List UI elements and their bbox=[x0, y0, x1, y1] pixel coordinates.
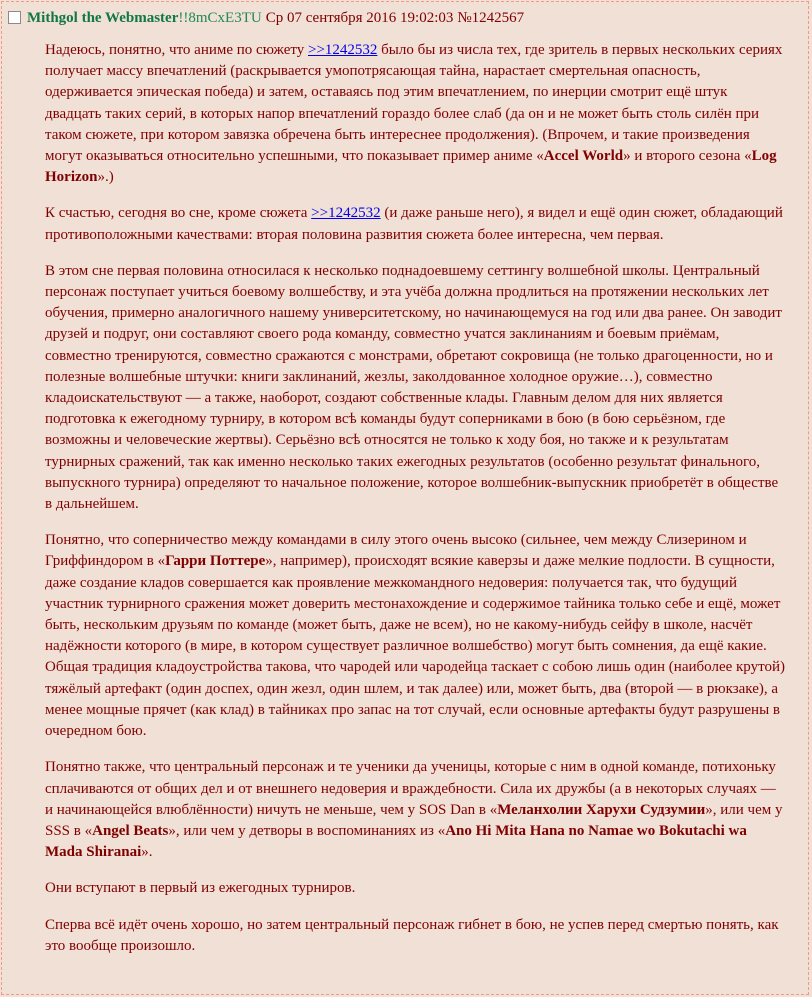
text-span: Понятно, что соперничество между командами в силу этого очень высоко (сильнее, чем между Слизерином и Гриффиндором в « bbox=[45, 532, 747, 570]
text-span: было бы из числа тех, где зритель в первых нескольких сериях получает массу впечатлений (раскрывается умопотрясающая тайна, нарастает смертельная опасность, одерживается эпическая победа) и затем, оставаясь под этим впечатлением, по инерции смотрит ещё штук двадцать таких серий, в которых напор впечатлений гораздо более слаб (да он и не может быть столь силён при таком сюжете, при котором завязка обречена быть интереснее продолжения). (Впрочем, и такие произведения могут оказываться относительно успешными, что показывает пример аниме « bbox=[45, 42, 783, 165]
text-span: (и даже раньше него), я видел и ещё один сюжет, обладающий противоположными качествами: вторая половина развития сюжета более интересна, чем первая. bbox=[45, 205, 783, 243]
bold-title: Accel World bbox=[543, 148, 624, 165]
post-paragraph-7: Сперва всё идёт очень хорошо, но затем центральный персонаж гибнет в бою, не успев перед смертью понять, как это вообще произошло. bbox=[45, 916, 779, 954]
text-span: К счастью, сегодня во сне, кроме сюжета bbox=[45, 205, 312, 222]
text-span: » и второго сезона « bbox=[623, 148, 752, 165]
post-paragraph-6: Они вступают в первый из ежегодных турниров. bbox=[45, 880, 356, 897]
post-tripcode: !!8mCxE3TU bbox=[178, 10, 262, 26]
bold-title: Angel Beats bbox=[92, 822, 169, 839]
post-reply-link[interactable]: >>1242532 bbox=[307, 42, 378, 58]
post-paragraph-3: В этом сне первая половина относилася к несколько поднадоевшему сеттингу волшебной школы. Центральный персонаж поступает учиться боевому волшебству, и эта учёба должна продлиться на протяжении нескольких лет обучения, примерно аналогичного нашему университетскому, но начинающемуся на год или два ранее. Он заводит друзей и подруг, они составляют своего рода команду, совместно учатся заклинаниям и боевым приёмам, совместно тренируются, совместно сражаются с монстрами, обретают сокровища (не только драгоценности, но и полезные волшебные штучки: книги заклинаний, жезлы, заколдованное холодное оружие…), совместно кладоискательствуют — а также, наоборот, создают собственные клады. Главным делом для них является подготовка к ежегодному турниру, в котором всѣ команды будут соперниками в бою (в бою серьёзном, где возможны и человеческие жертвы). Серьёзно всѣ относятся не только к ходу боя, но также и к результатам турнирных сражений, так как именно несколько таких ежегодных результатов (особенно результат финального, выпускного турнира) определяют то начальное положение, которое волшебник-выпускник приобретёт в обществе в дальнейшем. bbox=[45, 262, 782, 513]
post-reply-link[interactable]: >>1242532 bbox=[311, 205, 381, 222]
post-body bbox=[45, 40, 785, 972]
post-number-link[interactable]: №1242567 bbox=[457, 10, 525, 26]
post-select-checkbox[interactable] bbox=[8, 11, 21, 24]
post-header bbox=[8, 8, 524, 28]
bold-title: Ano Hi Mita Hana no Namae wo Bokutachi wa Mada Shiranai bbox=[45, 822, 747, 861]
text-span: », или чем у SSS в « bbox=[45, 801, 783, 839]
post-author-name: Mithgol the Webmaster bbox=[27, 10, 179, 26]
post-paragraph-5 bbox=[45, 757, 785, 863]
text-span: ». bbox=[141, 844, 153, 861]
post-paragraph-1 bbox=[45, 40, 785, 188]
post-paragraph-4 bbox=[45, 530, 785, 742]
post-paragraph-2 bbox=[45, 203, 785, 245]
post-datetime: Ср 07 сентября 2016 19:02:03 bbox=[265, 10, 454, 26]
text-span: », или чем у детворы в воспоминаниях из « bbox=[168, 822, 446, 839]
bold-title: Log Horizon bbox=[45, 148, 777, 186]
post-container bbox=[1, 1, 809, 995]
bold-title: Меланхолии Харухи Судзумии bbox=[497, 801, 706, 818]
text-span: Надеюсь, понятно, что аниме по сюжету bbox=[45, 42, 308, 58]
text-span: », например), происходят всякие каверзы и даже мелкие подлости. В сущности, даже создание кладов совершается как проявление межкомандного недоверия: получается так, что будущий участник турнирного сражения может доверить местонахождение и содержимое тайника только себе и ещё, может быть, нескольким друзьям по команде (может быть, даже не всем), но не какому-нибудь сейфу в школе, насчёт надёжности которого (в мире, в котором существует различное волшебство) могут быть сомнения, да ещё какие. Общая традиция кладоустройства такова, что чародей или чародейца таскает с собою лишь один (наиболее крутой) тяжёлый артефакт (один доспех, один жезл, один шлем, и так далее) или, может быть, два (второй — в рюкзаке), а менее мощные прячет (как клад) в тайниках про запас на тот случай, если основные артефакты будут разрушены в очередном бою. bbox=[45, 553, 785, 740]
bold-title: Гарри Поттере bbox=[165, 553, 266, 570]
text-span: ».) bbox=[97, 169, 114, 186]
text-span: Понятно также, что центральный персонаж и те ученики да ученицы, которые с ним в одной команде, потихоньку сплачиваются от общих дел и от внешнего недоверия и враждебности. Сила их дружбы (а в некоторых случаях — и начинающейся влюблённости) ничуть не меньше, чем у SOS Dan в « bbox=[45, 759, 776, 818]
